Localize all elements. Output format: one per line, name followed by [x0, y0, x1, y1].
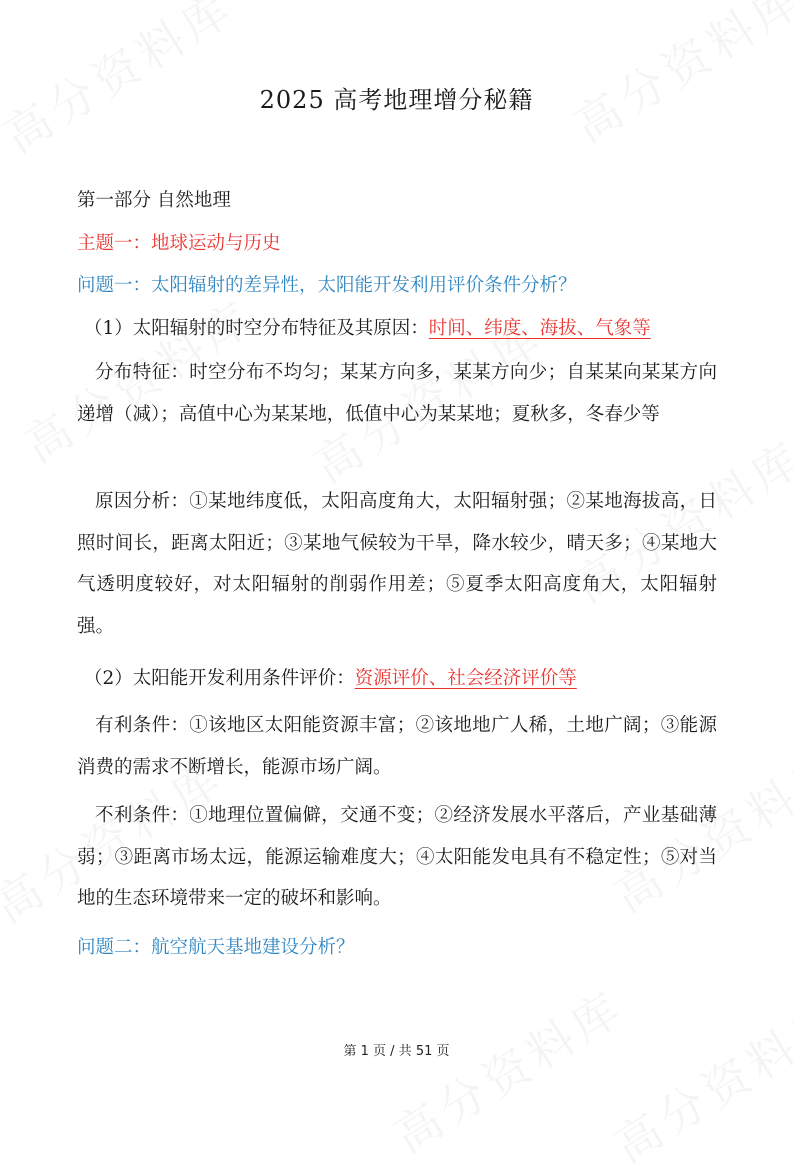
- question-heading: 问题一：太阳辐射的差异性，太阳能开发利用评价条件分析？: [77, 275, 577, 296]
- question-heading: 问题二：航空航天基地建设分析？: [77, 937, 355, 958]
- paragraph-distribution: 分布特征：时空分布不均匀；某某方向多，某某方向少；自某某向某某方向递增（减）；高值中心为某某地，低值中心为某某地；夏秋多，冬春少等: [77, 362, 717, 425]
- section-prefix: （2）太阳能开发利用条件评价：: [84, 668, 355, 689]
- section-keywords: 资源评价、社会经济评价等: [354, 668, 577, 689]
- topic-heading: 主题一：地球运动与历史: [77, 233, 281, 254]
- section-heading: [84, 314, 651, 340]
- watermark-text: [560, 0, 793, 156]
- part-heading: 第一部分 自然地理: [77, 190, 231, 211]
- page-number: 第 1 页 / 共 51 页: [343, 1044, 450, 1059]
- paragraph-reason: 原因分析：①某地纬度低，太阳高度角大，太阳辐射强；②某地海拔高，日照时间长，距离太阳近；③某地气候较为干旱，降水较少，晴天多；④某地大气透明度较好，对太阳辐射的削弱作用差；⑤夏季太阳高度角大，太阳辐射强。: [77, 491, 717, 637]
- page-title: 2025 高考地理增分秘籍: [259, 86, 534, 114]
- paragraph-unfavorable: 不利条件：①地理位置偏僻，交通不变；②经济发展水平落后，产业基础薄弱；③距离市场太远，能源运输难度大；④太阳能发电具有不稳定性；⑤对当地的生态环境带来一定的破坏和影响。: [77, 805, 717, 909]
- watermark-text: [380, 972, 635, 1166]
- section-keywords: 时间、纬度、海拔、气象等: [428, 318, 651, 339]
- section-heading: [84, 664, 577, 690]
- watermark-text: [600, 982, 793, 1176]
- section-prefix: （1）太阳辐射的时空分布特征及其原因：: [84, 318, 429, 339]
- paragraph-favorable: 有利条件：①该地区太阳能资源丰富；②该地地广人稀，土地广阔；③能源消费的需求不断增长，能源市场广阔。: [77, 715, 717, 778]
